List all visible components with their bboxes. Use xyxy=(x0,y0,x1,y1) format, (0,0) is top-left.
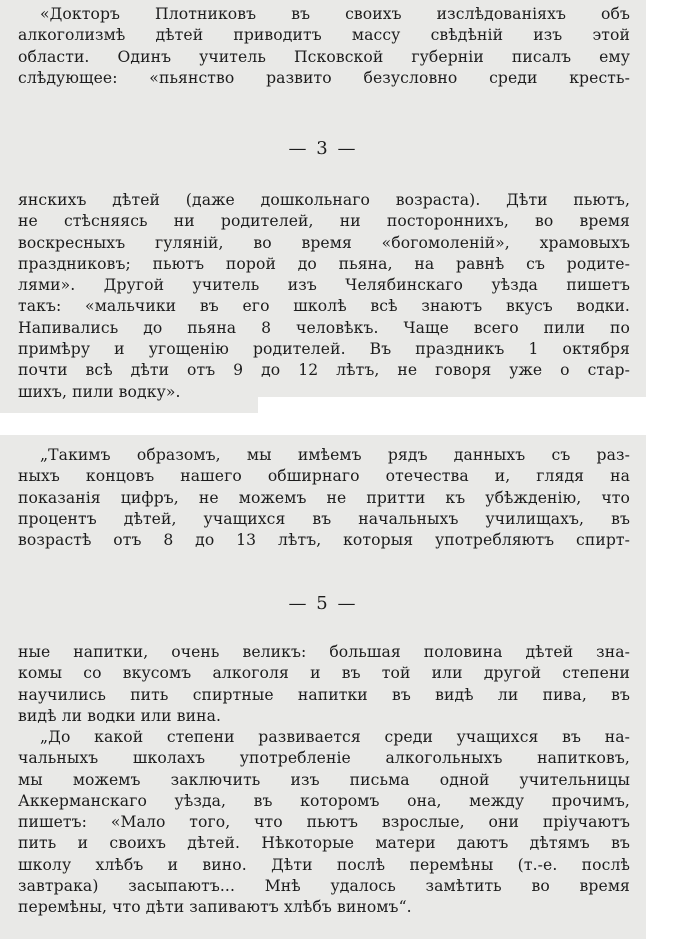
text-line: комы со вкусомъ алкоголя и въ той или другой степени xyxy=(18,664,630,683)
paragraph-bottom-2 xyxy=(18,642,630,727)
text-line: школу хлѣбъ и вино. Дѣти послѣ перемѣны (т.-е. послѣ xyxy=(18,855,630,874)
text-line: чальныхъ школахъ употребленіе алкогольныхъ напитковъ, xyxy=(18,749,630,768)
text-line: «Докторъ Плотниковъ въ своихъ изслѣдованіяхъ объ xyxy=(40,5,630,23)
paragraph-top-2 xyxy=(18,190,630,403)
text-line: мы можемъ заключить изъ письма одной учительницы xyxy=(18,770,630,789)
text-line: слѣдующее: «пьянство развито безусловно среди кресть- xyxy=(18,68,630,87)
text-line: „До какой степени развивается среди учащихся въ на- xyxy=(40,728,630,746)
text-line: возрастѣ отъ 8 до 13 лѣтъ, которыя употребляютъ спирт- xyxy=(18,531,630,550)
text-line: почти всѣ дѣти отъ 9 до 12 лѣтъ, не говоря уже о стар- xyxy=(18,361,630,380)
text-line: лями». Другой учитель изъ Челябинскаго уѣзда пишетъ xyxy=(18,276,630,295)
text-line: такъ: «мальчики въ его школѣ всѣ знаютъ вкусъ водки. xyxy=(18,297,630,316)
blank-strip xyxy=(258,397,648,416)
paragraph-bottom-1 xyxy=(18,445,630,551)
text-line: Напивались до пьяна 8 человѣкъ. Чаще всего пили по xyxy=(18,318,630,337)
text-line: процентъ дѣтей, учащихся въ начальныхъ училищахъ, въ xyxy=(18,509,630,528)
text-line: научились пить спиртные напитки въ видѣ ли пива, въ xyxy=(18,685,630,704)
text-line: пишетъ: «Мало того, что пьютъ взрослые, они пріучаютъ xyxy=(18,813,630,832)
text-line: ные напитки, очень великъ: большая половина дѣтей зна- xyxy=(18,643,630,661)
text-line: праздниковъ; пьютъ порой до пьяна, на равнѣ съ родите- xyxy=(18,254,630,273)
text-line: завтрака) засыпаютъ... Мнѣ удалось замѣтить во время xyxy=(18,877,630,896)
text-line: воскресныхъ гуляній, во время «богомоленій», храмовыхъ xyxy=(18,233,630,252)
text-line: примѣру и угощенію родителей. Въ праздникъ 1 октября xyxy=(18,340,630,359)
page-number: — 5 — xyxy=(288,593,358,614)
text-line: показанія цифръ, не можемъ не притти къ убѣжденію, что xyxy=(18,488,630,507)
text-line: янскихъ дѣтей (даже дошкольнаго возраста). Дѣти пьютъ, xyxy=(18,191,630,209)
text-line: перемѣны, что дѣти запиваютъ хлѣбъ виномъ“. xyxy=(18,898,412,917)
text-line: пить и своихъ дѣтей. Нѣкоторые матери даютъ дѣтямъ въ xyxy=(18,834,630,853)
text-line: не стѣсняясь ни родителей, ни постороннихъ, во время xyxy=(18,212,630,231)
text-line: шихъ, пили водку». xyxy=(18,382,181,401)
text-line: ныхъ концовъ нашего обширнаго отечества и, глядя на xyxy=(18,467,630,486)
page-number: — 3 — xyxy=(288,138,358,159)
text-line: области. Одинъ учитель Псковской губерніи писалъ ему xyxy=(18,47,630,66)
paragraph-top-1 xyxy=(18,4,630,89)
paragraph-bottom-3 xyxy=(18,727,630,919)
text-line: „Такимъ образомъ, мы имѣемъ рядъ данныхъ съ раз- xyxy=(40,446,630,464)
scan-panel-bottom xyxy=(0,435,646,939)
text-line: Аккерманскаго уѣзда, въ которомъ она, между прочимъ, xyxy=(18,791,630,810)
text-line: алкоголизмѣ дѣтей приводитъ массу свѣдѣній изъ этой xyxy=(18,26,630,45)
scan-panel-top xyxy=(0,0,646,413)
text-line: видѣ ли водки или вина. xyxy=(18,706,222,725)
